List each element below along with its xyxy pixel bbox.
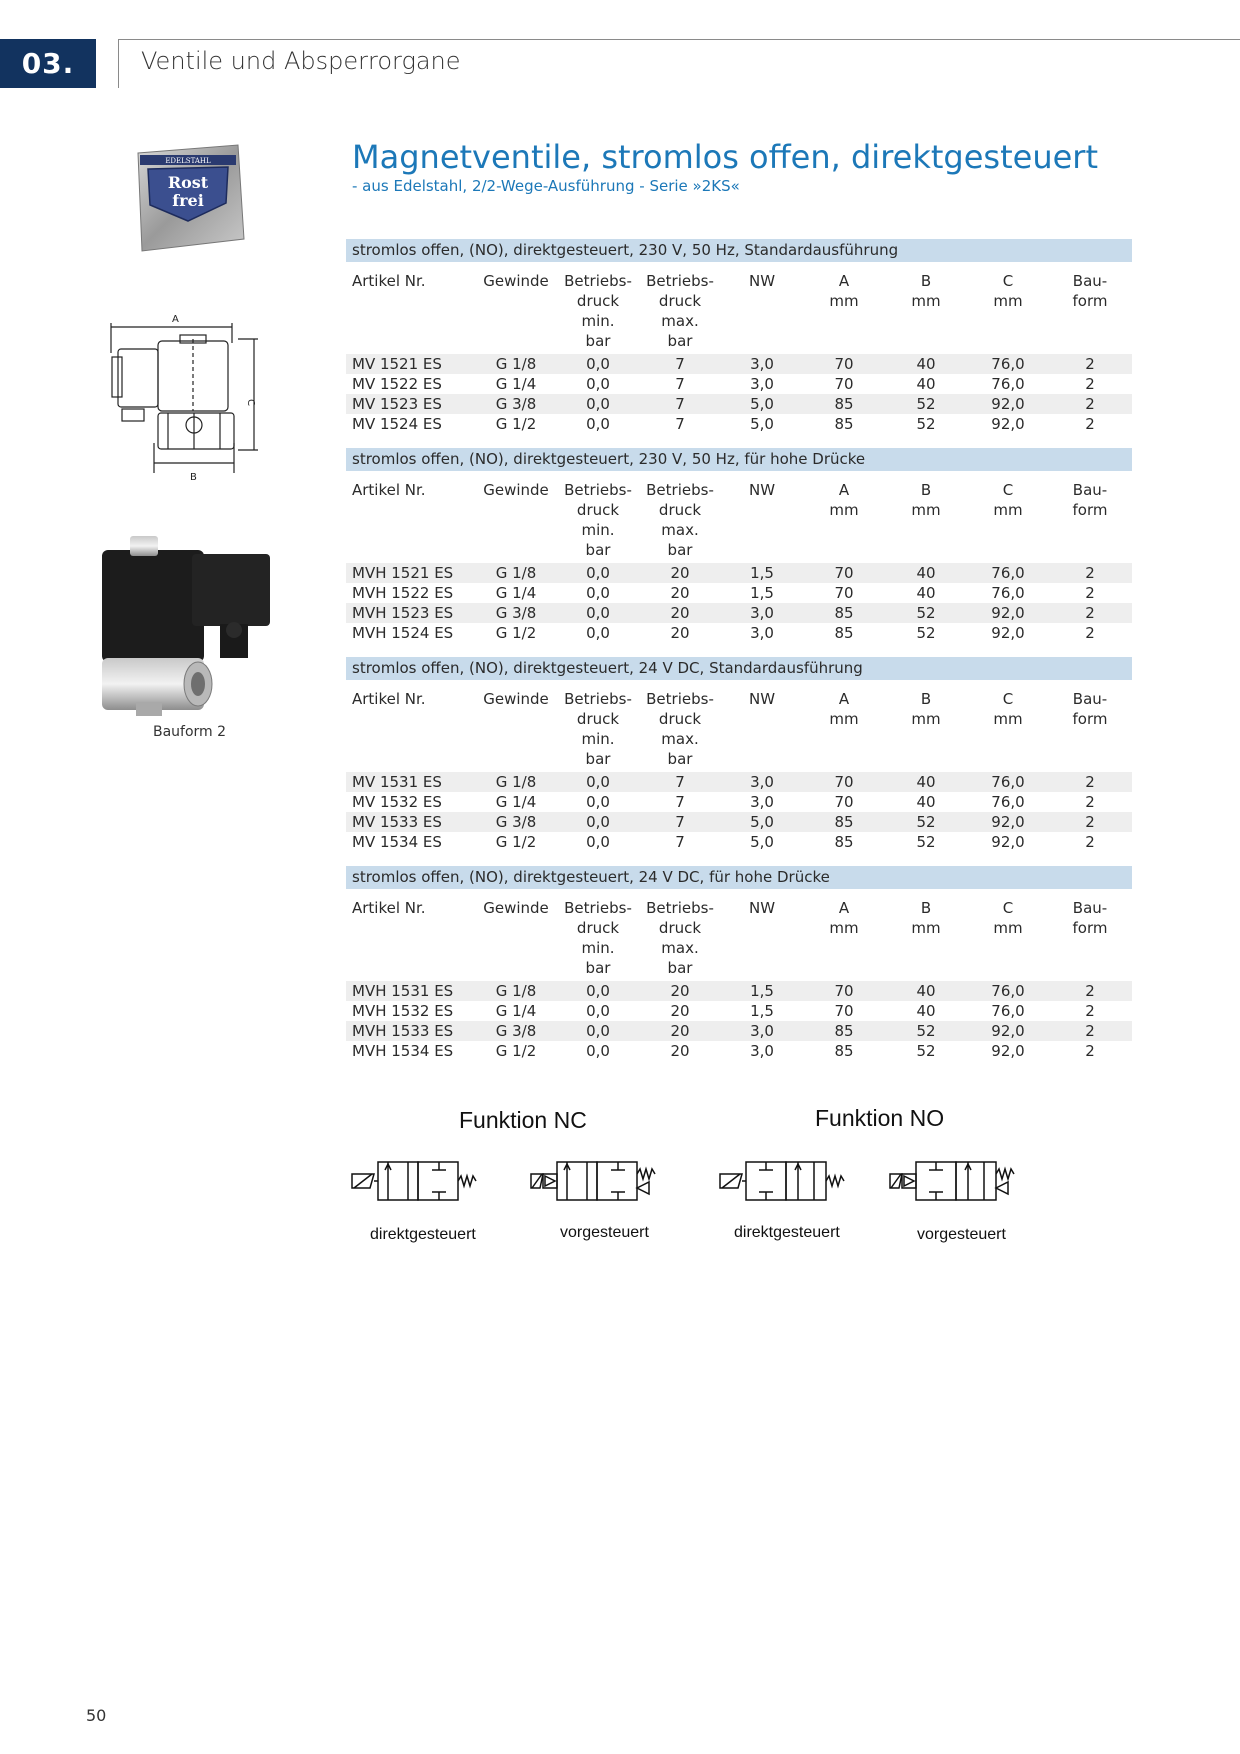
- table-cell: MVH 1523 ES: [352, 604, 454, 622]
- column-header: Artikel Nr.: [352, 481, 426, 499]
- table-cell: 2: [1085, 1002, 1095, 1020]
- table-cell: 2: [1085, 624, 1095, 642]
- table-cell: 52: [916, 604, 936, 622]
- table-cell: MVH 1532 ES: [352, 1002, 454, 1020]
- section-header: stromlos offen, (NO), direktgesteuert, 230 V, 50 Hz, Standardausführung: [346, 239, 1132, 262]
- column-header: NW: [748, 481, 776, 499]
- table-cell: 2: [1085, 564, 1095, 582]
- column-header: NW: [748, 272, 776, 290]
- table-cell: 40: [916, 793, 936, 811]
- table-cell: G 1/4: [495, 1002, 537, 1020]
- svg-text:frei: frei: [172, 191, 204, 210]
- table-cell: 40: [916, 564, 936, 582]
- function-label-no-direct: direktgesteuert: [734, 1224, 840, 1241]
- table-row: [346, 563, 1132, 583]
- column-header: Betriebs- druck min. bar: [564, 272, 632, 350]
- table-cell: G 1/8: [495, 982, 537, 1000]
- table-cell: 40: [916, 375, 936, 393]
- table-cell: 40: [916, 355, 936, 373]
- column-header: Gewinde: [483, 481, 549, 499]
- table-cell: 2: [1085, 833, 1095, 851]
- table-cell: 3,0: [750, 1042, 774, 1060]
- table-cell: 0,0: [586, 604, 610, 622]
- table-cell: 7: [675, 415, 685, 433]
- table-cell: 76,0: [991, 793, 1025, 811]
- table-cell: 85: [834, 604, 854, 622]
- table-cell: 85: [834, 624, 854, 642]
- table-cell: 3,0: [750, 375, 774, 393]
- table-cell: 7: [675, 833, 685, 851]
- table-row: [346, 354, 1132, 374]
- table-cell: MVH 1533 ES: [352, 1022, 454, 1040]
- svg-text:Rost: Rost: [167, 173, 209, 192]
- column-header: Betriebs- druck max. bar: [646, 481, 714, 559]
- table-cell: 0,0: [586, 833, 610, 851]
- table-cell: MV 1534 ES: [352, 833, 442, 851]
- column-header: Betriebs- druck max. bar: [646, 272, 714, 350]
- column-header: Gewinde: [483, 899, 549, 917]
- svg-text:A: A: [172, 314, 179, 325]
- table-cell: 0,0: [586, 1022, 610, 1040]
- table-cell: 20: [670, 1022, 690, 1040]
- table-cell: 2: [1085, 813, 1095, 831]
- table-cell: 5,0: [750, 415, 774, 433]
- table-cell: 70: [834, 375, 854, 393]
- table-cell: 0,0: [586, 813, 610, 831]
- column-header: Bau- form: [1072, 272, 1108, 310]
- column-header: Betriebs- druck max. bar: [646, 899, 714, 977]
- table-cell: 92,0: [991, 813, 1025, 831]
- function-no-title: Funktion NO: [815, 1105, 945, 1131]
- table-cell: MVH 1534 ES: [352, 1042, 454, 1060]
- table-row: [346, 623, 1132, 643]
- product-section: [346, 866, 1132, 1061]
- table-cell: 52: [916, 395, 936, 413]
- column-header: C mm: [993, 899, 1023, 937]
- column-header: C mm: [993, 481, 1023, 519]
- table-cell: 40: [916, 982, 936, 1000]
- table-cell: 3,0: [750, 624, 774, 642]
- column-header: C mm: [993, 272, 1023, 310]
- table-cell: 7: [675, 355, 685, 373]
- table-cell: 52: [916, 813, 936, 831]
- table-cell: 3,0: [750, 793, 774, 811]
- table-cell: 0,0: [586, 564, 610, 582]
- table-cell: 2: [1085, 793, 1095, 811]
- table-cell: 76,0: [991, 773, 1025, 791]
- table-cell: 20: [670, 624, 690, 642]
- table-cell: G 3/8: [495, 604, 537, 622]
- table-cell: 52: [916, 1022, 936, 1040]
- table-row: [346, 414, 1132, 434]
- column-header-row: [346, 262, 1132, 354]
- table-cell: 85: [834, 415, 854, 433]
- table-cell: 2: [1085, 415, 1095, 433]
- table-cell: MV 1533 ES: [352, 813, 442, 831]
- product-section: [346, 448, 1132, 643]
- table-cell: 1,5: [750, 584, 774, 602]
- column-header: NW: [748, 690, 776, 708]
- table-cell: 40: [916, 1002, 936, 1020]
- table-cell: 52: [916, 833, 936, 851]
- table-cell: MVH 1522 ES: [352, 584, 454, 602]
- table-cell: 20: [670, 604, 690, 622]
- column-header: Betriebs- druck max. bar: [646, 690, 714, 768]
- table-cell: 92,0: [991, 624, 1025, 642]
- table-row: [346, 1021, 1132, 1041]
- table-cell: 92,0: [991, 1042, 1025, 1060]
- section-header: stromlos offen, (NO), direktgesteuert, 230 V, 50 Hz, für hohe Drücke: [346, 448, 1132, 471]
- table-cell: G 1/8: [495, 773, 537, 791]
- table-row: [346, 1001, 1132, 1021]
- table-cell: G 1/2: [495, 624, 537, 642]
- table-cell: G 1/2: [495, 833, 537, 851]
- svg-text:EDELSTAHL: EDELSTAHL: [165, 157, 211, 165]
- table-cell: 20: [670, 982, 690, 1000]
- table-cell: 20: [670, 1042, 690, 1060]
- column-header: Artikel Nr.: [352, 272, 426, 290]
- valve-symbol-no-direct: [718, 1158, 868, 1204]
- table-cell: 92,0: [991, 604, 1025, 622]
- table-cell: 92,0: [991, 395, 1025, 413]
- table-cell: 70: [834, 584, 854, 602]
- table-cell: 85: [834, 1022, 854, 1040]
- table-cell: G 1/2: [495, 415, 537, 433]
- function-label-no-pilot: vorgesteuert: [917, 1226, 1006, 1243]
- table-cell: MVH 1521 ES: [352, 564, 454, 582]
- table-cell: 52: [916, 1042, 936, 1060]
- svg-text:B: B: [190, 472, 197, 483]
- table-cell: 0,0: [586, 395, 610, 413]
- column-header-row: [346, 471, 1132, 563]
- table-cell: 0,0: [586, 415, 610, 433]
- table-row: [346, 792, 1132, 812]
- table-cell: 85: [834, 833, 854, 851]
- page-title: Magnetventile, stromlos offen, direktgesteuert: [352, 138, 1098, 176]
- table-cell: MV 1521 ES: [352, 355, 442, 373]
- table-cell: 76,0: [991, 982, 1025, 1000]
- table-cell: 3,0: [750, 355, 774, 373]
- table-cell: 92,0: [991, 415, 1025, 433]
- column-header: B mm: [911, 272, 941, 310]
- table-cell: 70: [834, 793, 854, 811]
- table-cell: 92,0: [991, 833, 1025, 851]
- table-cell: 1,5: [750, 982, 774, 1000]
- table-row: [346, 981, 1132, 1001]
- table-cell: 3,0: [750, 773, 774, 791]
- table-cell: G 1/4: [495, 793, 537, 811]
- table-row: [346, 394, 1132, 414]
- table-cell: 2: [1085, 395, 1095, 413]
- table-cell: 85: [834, 813, 854, 831]
- table-cell: 1,5: [750, 1002, 774, 1020]
- table-cell: 52: [916, 624, 936, 642]
- table-cell: 20: [670, 1002, 690, 1020]
- column-header: B mm: [911, 481, 941, 519]
- column-header: Betriebs- druck min. bar: [564, 899, 632, 977]
- table-cell: 85: [834, 1042, 854, 1060]
- valve-symbol-nc-pilot: [529, 1158, 679, 1204]
- product-section: [346, 657, 1132, 852]
- column-header: A mm: [829, 272, 859, 310]
- table-row: [346, 832, 1132, 852]
- column-header: NW: [748, 899, 776, 917]
- table-cell: 0,0: [586, 584, 610, 602]
- chapter-number: 03.: [0, 39, 96, 88]
- table-row: [346, 583, 1132, 603]
- table-cell: 0,0: [586, 1042, 610, 1060]
- table-cell: 2: [1085, 355, 1095, 373]
- table-cell: 76,0: [991, 564, 1025, 582]
- table-cell: 20: [670, 564, 690, 582]
- table-row: [346, 772, 1132, 792]
- table-cell: 70: [834, 564, 854, 582]
- table-cell: 0,0: [586, 355, 610, 373]
- valve-symbol-nc-direct: [350, 1158, 500, 1204]
- table-cell: 7: [675, 395, 685, 413]
- column-header: Gewinde: [483, 272, 549, 290]
- column-header: B mm: [911, 899, 941, 937]
- page-subtitle: - aus Edelstahl, 2/2-Wege-Ausführung - Serie »2KS«: [352, 177, 740, 195]
- table-cell: G 1/4: [495, 584, 537, 602]
- table-cell: G 3/8: [495, 813, 537, 831]
- table-cell: 2: [1085, 604, 1095, 622]
- table-cell: 40: [916, 773, 936, 791]
- column-header: B mm: [911, 690, 941, 728]
- rostfrei-logo: [130, 143, 248, 255]
- table-cell: G 3/8: [495, 395, 537, 413]
- table-row: [346, 1041, 1132, 1061]
- table-cell: G 1/4: [495, 375, 537, 393]
- section-header: stromlos offen, (NO), direktgesteuert, 24 V DC, Standardausführung: [346, 657, 1132, 680]
- svg-text:C: C: [245, 399, 256, 406]
- table-cell: 5,0: [750, 833, 774, 851]
- column-header: Betriebs- druck min. bar: [564, 481, 632, 559]
- column-header: C mm: [993, 690, 1023, 728]
- table-cell: 70: [834, 355, 854, 373]
- table-cell: 76,0: [991, 375, 1025, 393]
- table-cell: 0,0: [586, 982, 610, 1000]
- table-cell: 3,0: [750, 604, 774, 622]
- column-header: A mm: [829, 899, 859, 937]
- table-cell: 0,0: [586, 624, 610, 642]
- column-header: Betriebs- druck min. bar: [564, 690, 632, 768]
- column-header-row: [346, 889, 1132, 981]
- table-cell: 2: [1085, 584, 1095, 602]
- table-cell: MV 1532 ES: [352, 793, 442, 811]
- table-cell: 0,0: [586, 375, 610, 393]
- table-cell: 5,0: [750, 395, 774, 413]
- valve-symbol-no-pilot: [888, 1158, 1038, 1204]
- table-cell: MVH 1531 ES: [352, 982, 454, 1000]
- table-cell: MV 1522 ES: [352, 375, 442, 393]
- table-cell: 70: [834, 773, 854, 791]
- table-cell: G 1/8: [495, 355, 537, 373]
- table-cell: MV 1523 ES: [352, 395, 442, 413]
- table-cell: 2: [1085, 375, 1095, 393]
- table-cell: 76,0: [991, 584, 1025, 602]
- table-cell: 0,0: [586, 773, 610, 791]
- table-cell: 20: [670, 584, 690, 602]
- table-cell: 70: [834, 982, 854, 1000]
- column-header: Bau- form: [1072, 690, 1108, 728]
- table-cell: 7: [675, 813, 685, 831]
- column-header: Artikel Nr.: [352, 899, 426, 917]
- table-row: [346, 603, 1132, 623]
- section-header: stromlos offen, (NO), direktgesteuert, 24 V DC, für hohe Drücke: [346, 866, 1132, 889]
- column-header: Artikel Nr.: [352, 690, 426, 708]
- column-header: Bau- form: [1072, 481, 1108, 519]
- table-cell: 7: [675, 773, 685, 791]
- header-divider: [118, 39, 1240, 40]
- table-cell: MV 1524 ES: [352, 415, 442, 433]
- table-cell: 7: [675, 793, 685, 811]
- table-cell: 52: [916, 415, 936, 433]
- function-nc-title: Funktion NC: [459, 1107, 587, 1133]
- table-cell: 0,0: [586, 793, 610, 811]
- table-cell: 85: [834, 395, 854, 413]
- table-cell: G 1/8: [495, 564, 537, 582]
- table-cell: 2: [1085, 1022, 1095, 1040]
- table-cell: 76,0: [991, 1002, 1025, 1020]
- page-number: 50: [86, 1706, 107, 1725]
- table-cell: 1,5: [750, 564, 774, 582]
- table-cell: 70: [834, 1002, 854, 1020]
- table-row: [346, 812, 1132, 832]
- table-cell: 76,0: [991, 355, 1025, 373]
- dimension-drawing: [108, 313, 268, 483]
- table-cell: MV 1531 ES: [352, 773, 442, 791]
- chapter-title: Ventile und Absperrorgane: [141, 47, 461, 75]
- photo-caption: Bauform 2: [153, 724, 227, 740]
- column-header: A mm: [829, 481, 859, 519]
- table-cell: 5,0: [750, 813, 774, 831]
- product-photo: [96, 532, 279, 717]
- table-cell: 2: [1085, 773, 1095, 791]
- column-header-row: [346, 680, 1132, 772]
- table-cell: 0,0: [586, 1002, 610, 1020]
- function-label-nc-direct: direktgesteuert: [370, 1226, 476, 1243]
- column-header: Gewinde: [483, 690, 549, 708]
- table-cell: 40: [916, 584, 936, 602]
- table-cell: G 1/2: [495, 1042, 537, 1060]
- function-label-nc-pilot: vorgesteuert: [560, 1224, 649, 1241]
- column-header: A mm: [829, 690, 859, 728]
- table-cell: 7: [675, 375, 685, 393]
- table-cell: G 3/8: [495, 1022, 537, 1040]
- table-cell: 3,0: [750, 1022, 774, 1040]
- column-header: Bau- form: [1072, 899, 1108, 937]
- table-row: [346, 374, 1132, 394]
- table-cell: 92,0: [991, 1022, 1025, 1040]
- table-cell: 2: [1085, 1042, 1095, 1060]
- product-section: [346, 239, 1132, 434]
- header-divider-vertical: [118, 39, 119, 88]
- table-cell: MVH 1524 ES: [352, 624, 454, 642]
- table-cell: 2: [1085, 982, 1095, 1000]
